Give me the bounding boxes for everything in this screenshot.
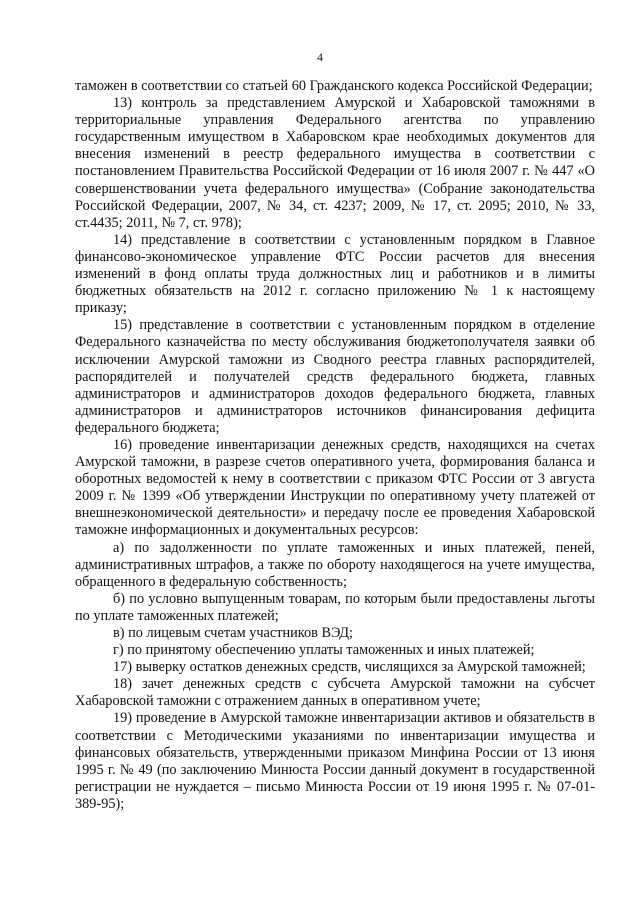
paragraph-item-14: 14) представление в соответствии с установленным порядком в Главное финансово-экономическое управление ФТС России расчетов для внесения изменений в фонд оплаты труда должностных лиц и работников и в лимиты бюджетных обязательств на 2012 г. согласно приложению № 1 к настоящему приказу; (75, 231, 595, 317)
paragraph-item-13: 13) контроль за представлением Амурской и Хабаровской таможнями в территориальные управления Федерального агентства по управлению государственным имуществом в Хабаровском крае необходимых документов для внесения изменений в реестр федерального имущества в соответствии с постановлением Правительства Российской Федерации от 16 июля 2007 г. № 447 «О совершенствовании учета федерального имущества» (Собрание законодательства Российской Федерации, 2007, № 34, ст. 4237; 2009, № 17, ст. 2095; 2010, № 33, ст.4435; 2011, № 7, ст. 978); (75, 95, 595, 231)
body-text (75, 78, 595, 813)
paragraph-item-16: 16) проведение инвентаризации денежных средств, находящихся на счетах Амурской таможни, в разрезе счетов оперативного учета, формирования баланса и оборотных ведомостей к нему в соответствии с приказом ФТС России от 3 августа 2009 г. № 1399 «Об утверждении Инструкции по оперативному учету платежей от внешнеэкономической деятельности» и передачу после ее проведения Хабаровской таможне информационных и документальных ресурсов: (75, 436, 595, 539)
paragraph-subitem-v: в) по лицевым счетам участников ВЭД; (113, 625, 353, 641)
paragraph-subitem-g: г) по принятому обеспечению уплаты таможенных и иных платежей; (113, 642, 535, 659)
paragraph-item-17: 17) выверку остатков денежных средств, числящихся за Амурской таможней; (113, 659, 586, 676)
paragraph-continuation: таможен в соответствии со статьей 60 Гражданского кодекса Российской Федерации; (75, 78, 593, 94)
paragraph-subitem-a: а) по задолженности по уплате таможенных и иных платежей, пеней, административных штрафов, а также по обороту находящегося на учете имущества, обращенного в федеральную собственность; (75, 539, 595, 590)
paragraph-item-18: 18) зачет денежных средств с субсчета Амурской таможни на субсчет Хабаровской таможни с отражением данных в оперативном учете; (75, 676, 595, 710)
page-number: 4 (317, 50, 323, 64)
paragraph-item-19: 19) проведение в Амурской таможне инвентаризации активов и обязательств в соответствии с Методическими указаниями по инвентаризации имущества и финансовых обязательств, утвержденными приказом Минфина России от 13 июня 1995 г. № 49 (по заключению Минюста России данный документ в государственной регистрации не нуждается – письмо Минюста России от 19 июня 1995 г. № 07-01-389-95); (75, 710, 595, 812)
paragraph-item-15: 15) представление в соответствии с установленным порядком в отделение Федерального казначейства по месту обслуживания бюджетополучателя заявки об исключении Амурской таможни из Сводного реестра главных распорядителей, распорядителей и получателей средств федерального бюджета, главных администраторов и администраторов доходов федерального бюджета, главных администраторов и администраторов источников финансирования дефицита федерального бюджета; (75, 317, 595, 436)
paragraph-subitem-b: б) по условно выпущенным товарам, по которым были предоставлены льготы по уплате таможенных платежей; (75, 590, 595, 624)
